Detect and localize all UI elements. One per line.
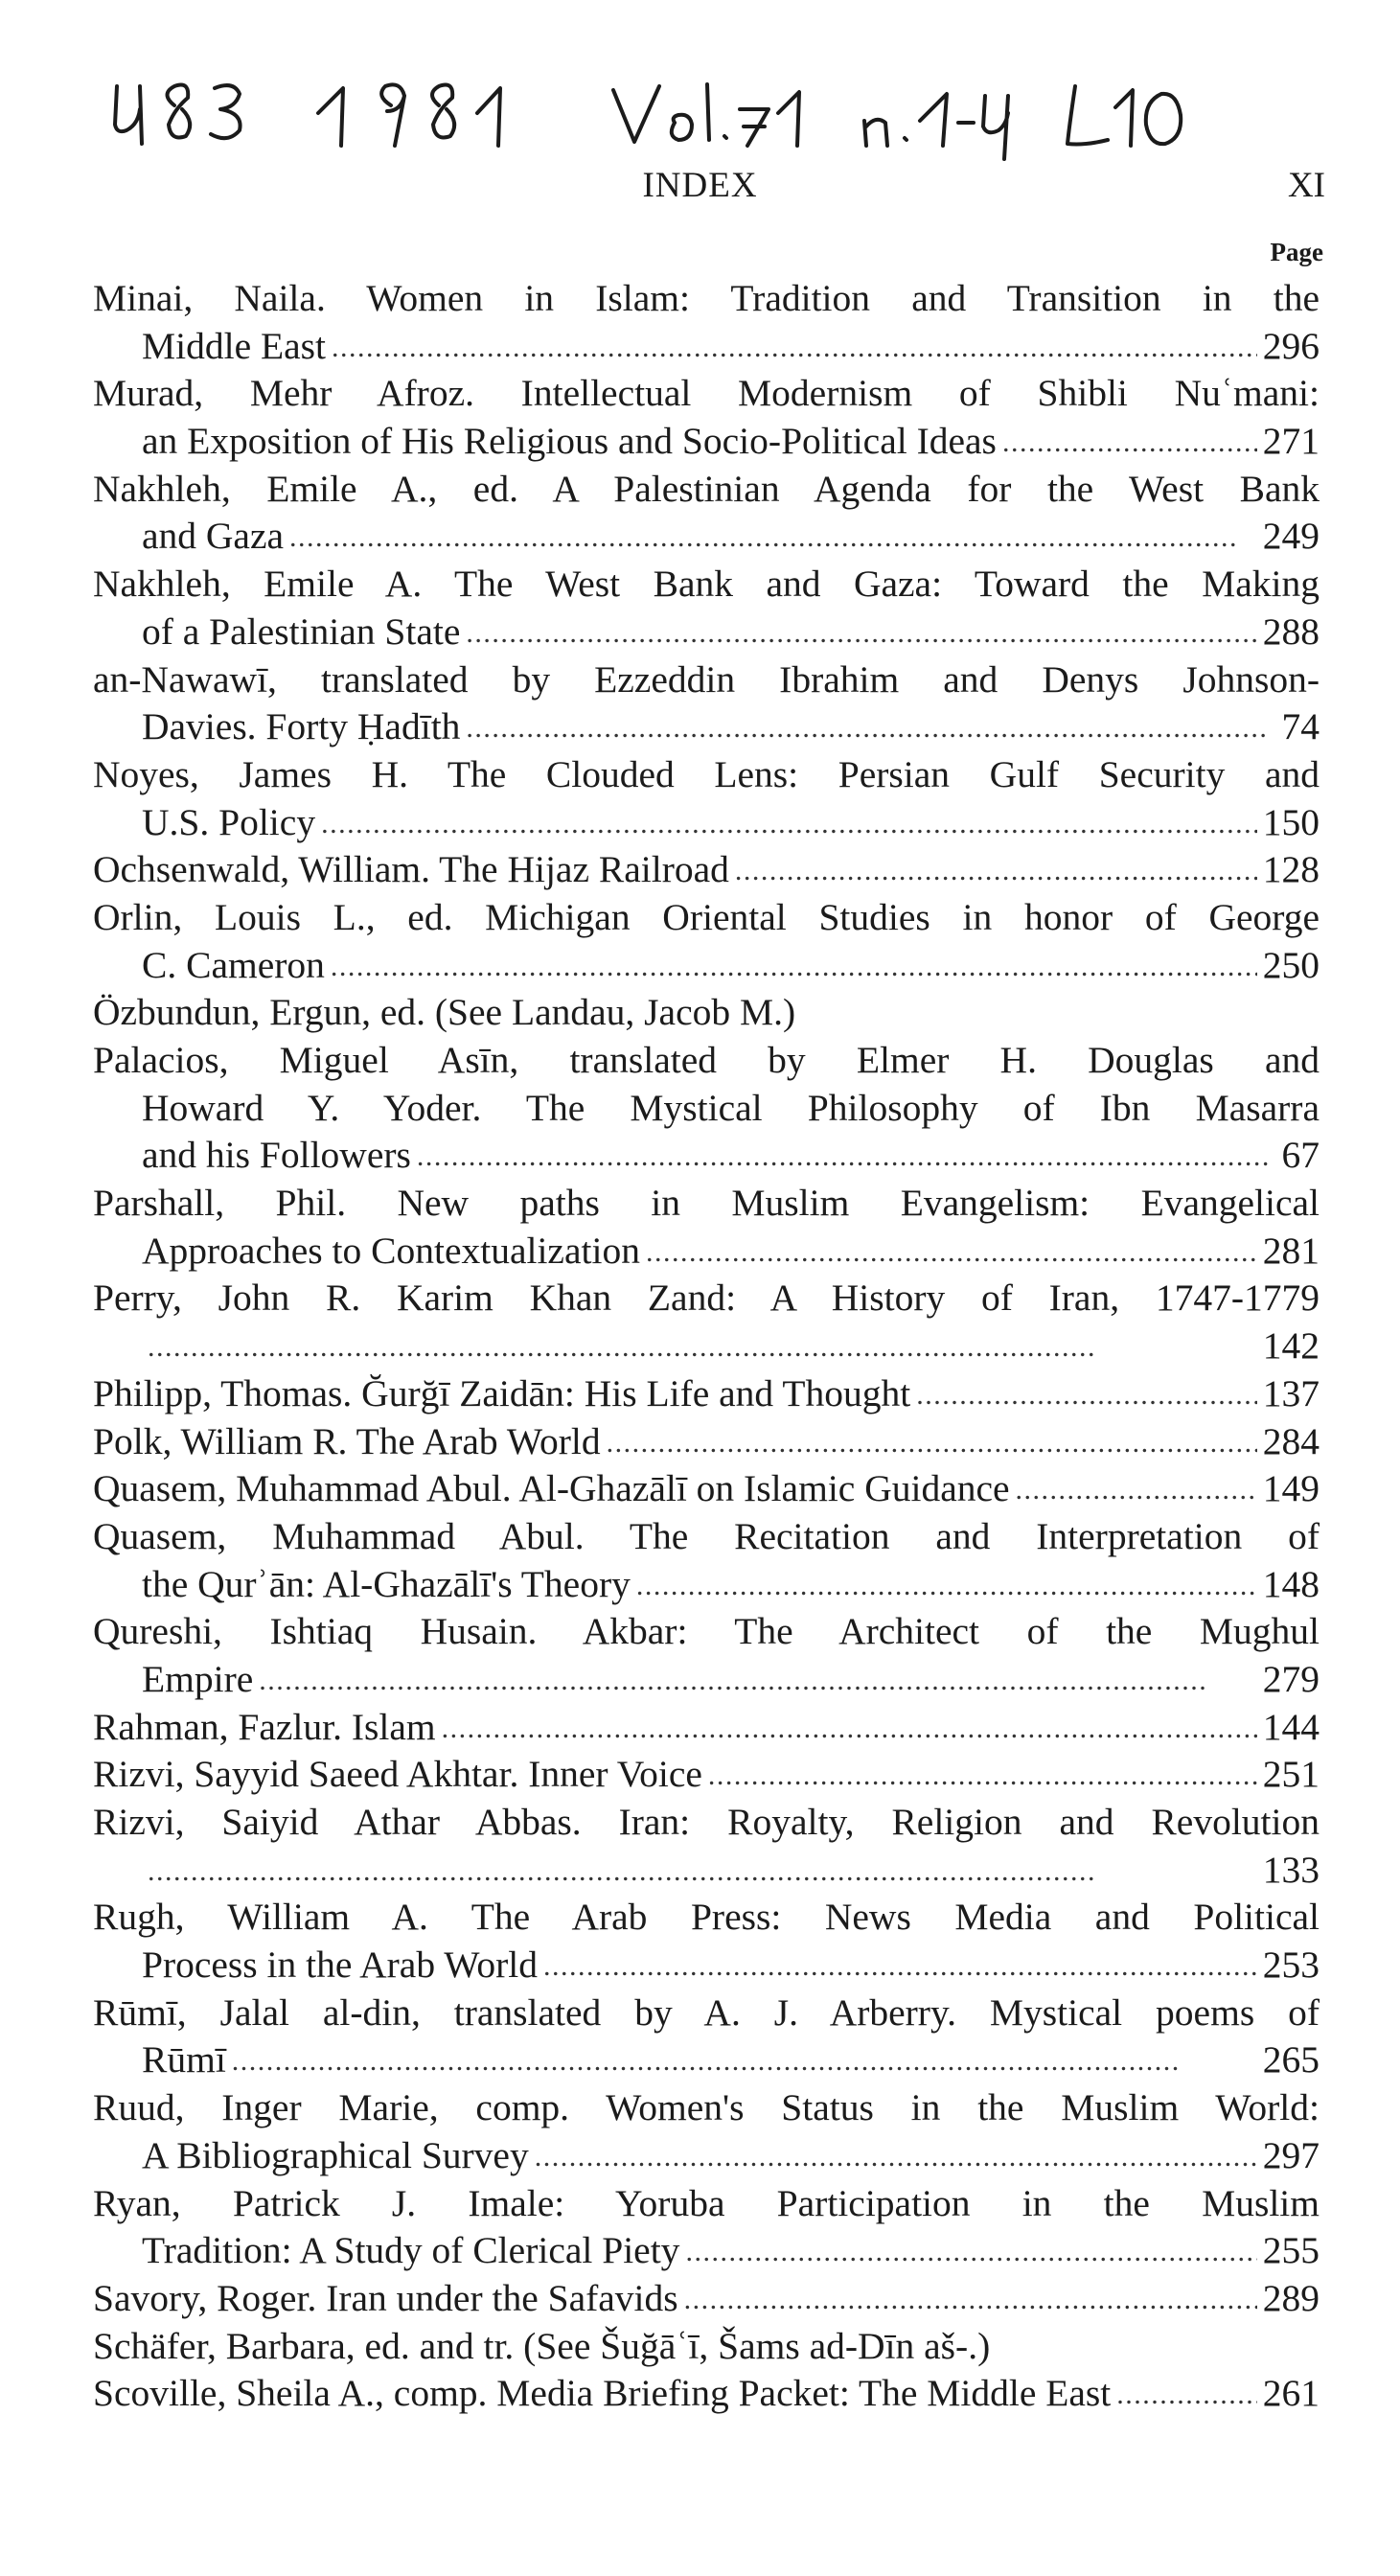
index-entry-line <box>93 1847 1320 1895</box>
index-page-number: 255 <box>1262 2229 1320 2272</box>
index-entry-line <box>93 2323 1320 2371</box>
dot-leader <box>442 1705 1257 1753</box>
index-page-number: 142 <box>1262 1324 1320 1368</box>
index-entry-line <box>93 1942 1320 1990</box>
index-entry <box>93 2370 1320 2418</box>
index-entry-line <box>93 942 1320 990</box>
page-title: INDEX <box>642 166 758 205</box>
index-entry-line: Perry, John R. Karim Khan Zand: A History of Iran, 1747-1779 <box>93 1276 1320 1320</box>
index-entry-text: Rūmī <box>142 2038 226 2082</box>
dot-leader <box>708 1752 1257 1800</box>
index-entry-line: Orlin, Louis L., ed. Michigan Oriental Studies in honor of George <box>93 895 1320 938</box>
index-entry-text: C. Cameron <box>142 943 325 986</box>
index-page-number: 289 <box>1262 2276 1320 2319</box>
index-page-number: 133 <box>1262 1848 1320 1891</box>
index-entry-text: U.S. Policy <box>142 800 316 843</box>
index-entry-line <box>93 513 1320 561</box>
index-entry-line <box>93 1704 1320 1752</box>
index-entry <box>93 1370 1320 1418</box>
dot-leader <box>466 704 1268 752</box>
index-entry-text: Approaches to Contextualization <box>142 1229 640 1272</box>
index-entry <box>93 466 1320 561</box>
dot-leader <box>735 847 1257 895</box>
index-entry-line: Noyes, James H. The Clouded Lens: Persian Gulf Security and <box>93 752 1320 795</box>
index-entry-line <box>93 609 1320 656</box>
index-entry-text: Rizvi, Sayyid Saeed Akhtar. Inner Voice <box>93 1753 702 1796</box>
index-entry-line <box>93 418 1320 466</box>
index-page-number: 137 <box>1262 1371 1320 1414</box>
index-entry-line <box>93 1322 1320 1370</box>
index-entry <box>93 656 1320 751</box>
index-entry <box>93 846 1320 894</box>
index-entry <box>93 1799 1320 1894</box>
index-page-number: 144 <box>1262 1705 1320 1748</box>
dot-leader <box>636 1562 1257 1610</box>
index-entry-line: an-Nawawī, translated by Ezzeddin Ibrahim and Denys Johnson- <box>93 657 1320 701</box>
dot-leader <box>259 1657 1256 1705</box>
index-entry <box>93 1275 1320 1369</box>
index-entry-list <box>93 275 1320 2418</box>
index-entry-line: Palacios, Miguel Asīn, translated by Elmer H. Douglas and <box>93 1039 1320 1081</box>
index-page-number: 296 <box>1262 324 1320 367</box>
index-entry-text: Process in the Arab World <box>142 1944 538 1987</box>
index-entry <box>93 1704 1320 1752</box>
index-entry-text: and his Followers <box>142 1134 411 1177</box>
index-entry-line <box>93 1656 1320 1704</box>
index-entry <box>93 1608 1320 1703</box>
index-page-number: 150 <box>1262 800 1320 843</box>
index-entry-text: Philipp, Thomas. Ğurğī Zaidān: His Life and Thought <box>93 1371 911 1414</box>
index-entry-line: Quasem, Muhammad Abul. The Recitation and Interpretation of <box>93 1514 1320 1557</box>
dot-leader <box>466 610 1256 657</box>
index-entry-text: Davies. Forty Ḥadīth <box>142 705 461 748</box>
page-column-label: Page <box>1270 238 1323 266</box>
index-entry <box>93 370 1320 465</box>
index-entry-line <box>93 1228 1320 1276</box>
index-page-number: 149 <box>1262 1467 1320 1510</box>
index-page-number: 297 <box>1262 2133 1320 2176</box>
index-entry-text: A Bibliographical Survey <box>142 2133 529 2176</box>
index-entry-line <box>93 846 1320 894</box>
dot-leader <box>646 1229 1257 1276</box>
index-entry-line <box>93 2275 1320 2323</box>
index-entry-text: Scoville, Sheila A., comp. Media Briefing Packet: The Middle East <box>93 2372 1112 2415</box>
index-entry <box>93 2084 1320 2179</box>
index-entry <box>93 2323 1320 2371</box>
index-entry-line <box>93 2370 1320 2418</box>
index-page-number: 148 <box>1262 1562 1320 1605</box>
index-page-number: 253 <box>1262 1944 1320 1987</box>
index-entry-line: Murad, Mehr Afroz. Intellectual Modernism of Shibli Nuʿmani: <box>93 372 1320 415</box>
index-entry-line <box>93 2132 1320 2180</box>
index-entry-line <box>93 1561 1320 1609</box>
index-page-number: 265 <box>1262 2038 1320 2082</box>
index-entry-line <box>93 1370 1320 1418</box>
handwritten-shelfmark-drawing <box>107 67 1334 172</box>
dot-leader <box>289 514 1257 562</box>
index-entry-text: Quasem, Muhammad Abul. Al-Ghazālī on Islamic Guidance <box>93 1467 1010 1510</box>
roman-page-number: XI <box>1287 166 1325 205</box>
index-entry <box>93 1465 1320 1513</box>
dot-leader <box>1002 419 1257 467</box>
index-entry-text: Özbundun, Ergun, ed. (See Landau, Jacob M.) <box>93 991 796 1034</box>
dot-leader <box>148 1323 1257 1371</box>
dot-leader <box>1016 1466 1257 1514</box>
index-page-number: 288 <box>1262 610 1320 653</box>
index-entry-line <box>93 2227 1320 2275</box>
index-page-number: 279 <box>1262 1657 1320 1700</box>
index-entry <box>93 894 1320 989</box>
index-entry <box>93 989 1320 1037</box>
index-entry-line: Rugh, William A. The Arab Press: News Media and Political <box>93 1896 1320 1939</box>
dot-leader <box>535 2133 1257 2181</box>
dot-leader <box>232 2037 1257 2085</box>
index-entry-line: Ryan, Patrick J. Imale: Yoruba Participation in the Muslim <box>93 2181 1320 2224</box>
dot-leader <box>321 800 1257 848</box>
index-page-number: 281 <box>1262 1229 1320 1272</box>
index-entry-line: Parshall, Phil. New paths in Muslim Evangelism: Evangelical <box>93 1182 1320 1225</box>
dot-leader <box>417 1133 1268 1181</box>
index-entry-line: Minai, Naila. Women in Islam: Tradition and Transition in the <box>93 277 1320 319</box>
index-entry-line <box>93 1465 1320 1513</box>
index-entry-text: the Qurʾān: Al-Ghazālī's Theory <box>142 1562 631 1605</box>
index-page-number: 271 <box>1262 420 1320 463</box>
index-entry-text: Rahman, Fazlur. Islam <box>93 1705 436 1748</box>
dot-leader <box>148 1848 1257 1896</box>
index-entry <box>93 2180 1320 2275</box>
dot-leader <box>1116 2371 1256 2419</box>
index-entry-text: of a Palestinian State <box>142 610 461 653</box>
index-entry-line <box>93 989 1320 1037</box>
index-page-number: 128 <box>1262 848 1320 891</box>
index-entry-line <box>93 1418 1320 1466</box>
dot-leader <box>543 1943 1257 1990</box>
index-entry <box>93 561 1320 656</box>
index-entry-line: Nakhleh, Emile A., ed. A Palestinian Agenda for the West Bank <box>93 467 1320 510</box>
index-entry-text: Savory, Roger. Iran under the Safavids <box>93 2276 678 2319</box>
index-entry <box>93 275 1320 370</box>
index-page-number: 67 <box>1281 1134 1320 1177</box>
index-entry <box>93 2275 1320 2323</box>
index-entry-line <box>93 323 1320 371</box>
index-entry-line <box>93 1132 1320 1180</box>
index-entry-text: Empire <box>142 1657 254 1700</box>
index-page-number: 250 <box>1262 943 1320 986</box>
index-entry-text: Schäfer, Barbara, ed. and tr. (See Šuğāʿī, Šams ad-Dīn aš-.) <box>93 2324 991 2367</box>
index-entry <box>93 1418 1320 1466</box>
index-entry <box>93 1037 1320 1180</box>
index-entry-text: Middle East <box>142 324 326 367</box>
index-entry-line: Rizvi, Saiyid Athar Abbas. Iran: Royalty, Religion and Revolution <box>93 1801 1320 1843</box>
index-entry-line: Nakhleh, Emile A. The West Bank and Gaza: Toward the Making <box>93 563 1320 606</box>
index-entry-text: and Gaza <box>142 515 285 558</box>
dot-leader <box>916 1371 1257 1419</box>
index-entry <box>93 1751 1320 1799</box>
index-entry-line: Rūmī, Jalal al-din, translated by A. J. Arberry. Mystical poems of <box>93 1990 1320 2034</box>
dot-leader <box>607 1419 1257 1467</box>
index-entry <box>93 1180 1320 1275</box>
index-entry-text: Tradition: A Study of Clerical Piety <box>142 2229 680 2272</box>
dot-leader <box>685 2228 1256 2276</box>
index-entry-line <box>93 2036 1320 2084</box>
index-entry <box>93 751 1320 846</box>
dot-leader <box>332 324 1257 372</box>
index-entry-line: Howard Y. Yoder. The Mystical Philosophy of Ibn Masarra <box>142 1086 1320 1129</box>
index-page-number: 261 <box>1262 2372 1320 2415</box>
index-entry <box>93 1513 1320 1608</box>
handwritten-shelfmark <box>107 67 1334 172</box>
index-page-number: 249 <box>1262 515 1320 558</box>
index-page-number: 74 <box>1281 705 1320 748</box>
dot-leader <box>684 2276 1257 2324</box>
index-page-number: 251 <box>1262 1753 1320 1796</box>
index-page-number: 284 <box>1262 1419 1320 1462</box>
index-entry-line <box>93 1751 1320 1799</box>
dot-leader <box>331 943 1257 991</box>
index-entry-text: Polk, William R. The Arab World <box>93 1419 601 1462</box>
index-entry-line: Qureshi, Ishtiaq Husain. Akbar: The Architect of the Mughul <box>93 1610 1320 1653</box>
index-entry <box>93 1990 1320 2084</box>
index-entry-line: Ruud, Inger Marie, comp. Women's Status in the Muslim World: <box>93 2086 1320 2129</box>
index-entry <box>93 1894 1320 1989</box>
index-entry-line <box>93 799 1320 847</box>
index-entry-text: Ochsenwald, William. The Hijaz Railroad <box>93 848 729 891</box>
index-entry-line <box>93 703 1320 751</box>
index-entry-text: an Exposition of His Religious and Socio-Political Ideas <box>142 420 997 463</box>
